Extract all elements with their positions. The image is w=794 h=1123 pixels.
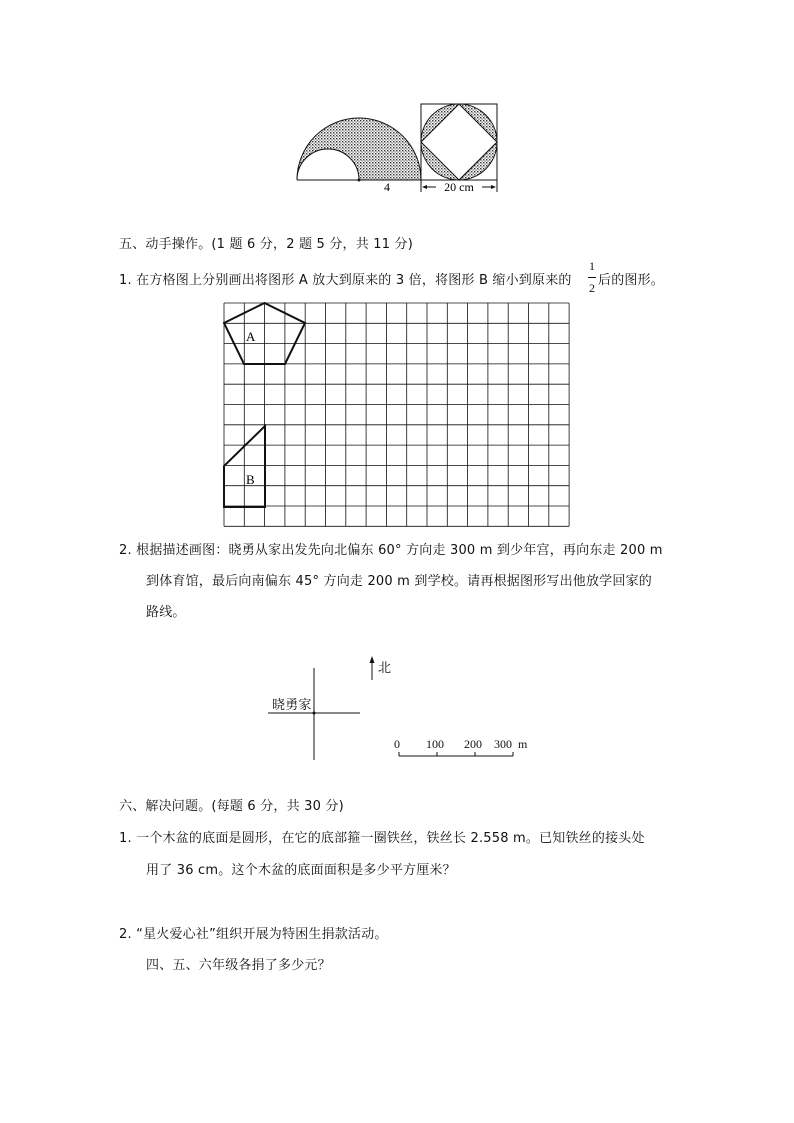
semicircle-ring-figure (297, 118, 421, 194)
section5-heading: 五、动手操作。(1 题 6 分，2 题 5 分，共 11 分) (119, 237, 414, 252)
section6-q2-line2: 四、五、六年级各捐了多少元？ (146, 958, 331, 973)
section5-q2-line1: 2. 根据描述画图：晓勇从家出发先向北偏东 60° 方向走 300 m 到少年宫，再向东走 200 m (119, 543, 663, 558)
fraction-numerator: 1 (589, 259, 595, 273)
scale-bar (399, 752, 513, 756)
section5-q1-text: 1. 在方格图上分别画出将图形 A 放大到原来的 3 倍，将图形 B 缩小到原来的 (119, 273, 572, 288)
square-side-label: 20 cm (444, 180, 474, 194)
section5-q2-line3: 路线。 (146, 605, 186, 620)
section6-q1-line2: 用了 36 cm。这个木盆的底面面积是多少平方厘米？ (146, 863, 456, 878)
shape-b-label: B (246, 472, 255, 487)
scale-label-300: 300 (494, 737, 512, 751)
section6-q2-line1: 2. “星火爱心社”组织开展为特困生捐款活动。 (119, 927, 388, 942)
section5-q2-line2: 到体育馆，最后向南偏东 45° 方向走 200 m 到学校。请再根据图形写出他放学回家的 (146, 574, 652, 589)
section6-q1-line1: 1. 一个木盆的底面是圆形，在它的底部箍一圈铁丝，铁丝长 2.558 m。已知铁丝的接头处 (119, 831, 645, 846)
top-figures (0, 0, 794, 200)
scale-label-100: 100 (426, 737, 444, 751)
semicircle-radius-label: 4 (384, 180, 390, 194)
north-arrow-icon (370, 656, 375, 680)
square-grid (0, 290, 794, 540)
section5-q1-text-after: 后的图形。 (598, 273, 665, 288)
section6-heading: 六、解决问题。(每题 6 分，共 30 分) (119, 799, 344, 814)
shape-a-label: A (246, 329, 256, 344)
direction-diagram (0, 650, 794, 770)
scale-label-0: 0 (394, 737, 400, 751)
home-label: 晓勇家 (272, 698, 312, 713)
north-label: 北 (378, 661, 392, 676)
fraction-bar (588, 277, 596, 278)
scale-unit: m (518, 737, 528, 751)
fraction-denominator: 2 (589, 281, 595, 295)
scale-label-200: 200 (464, 737, 482, 751)
circle-in-square-figure (421, 104, 497, 194)
